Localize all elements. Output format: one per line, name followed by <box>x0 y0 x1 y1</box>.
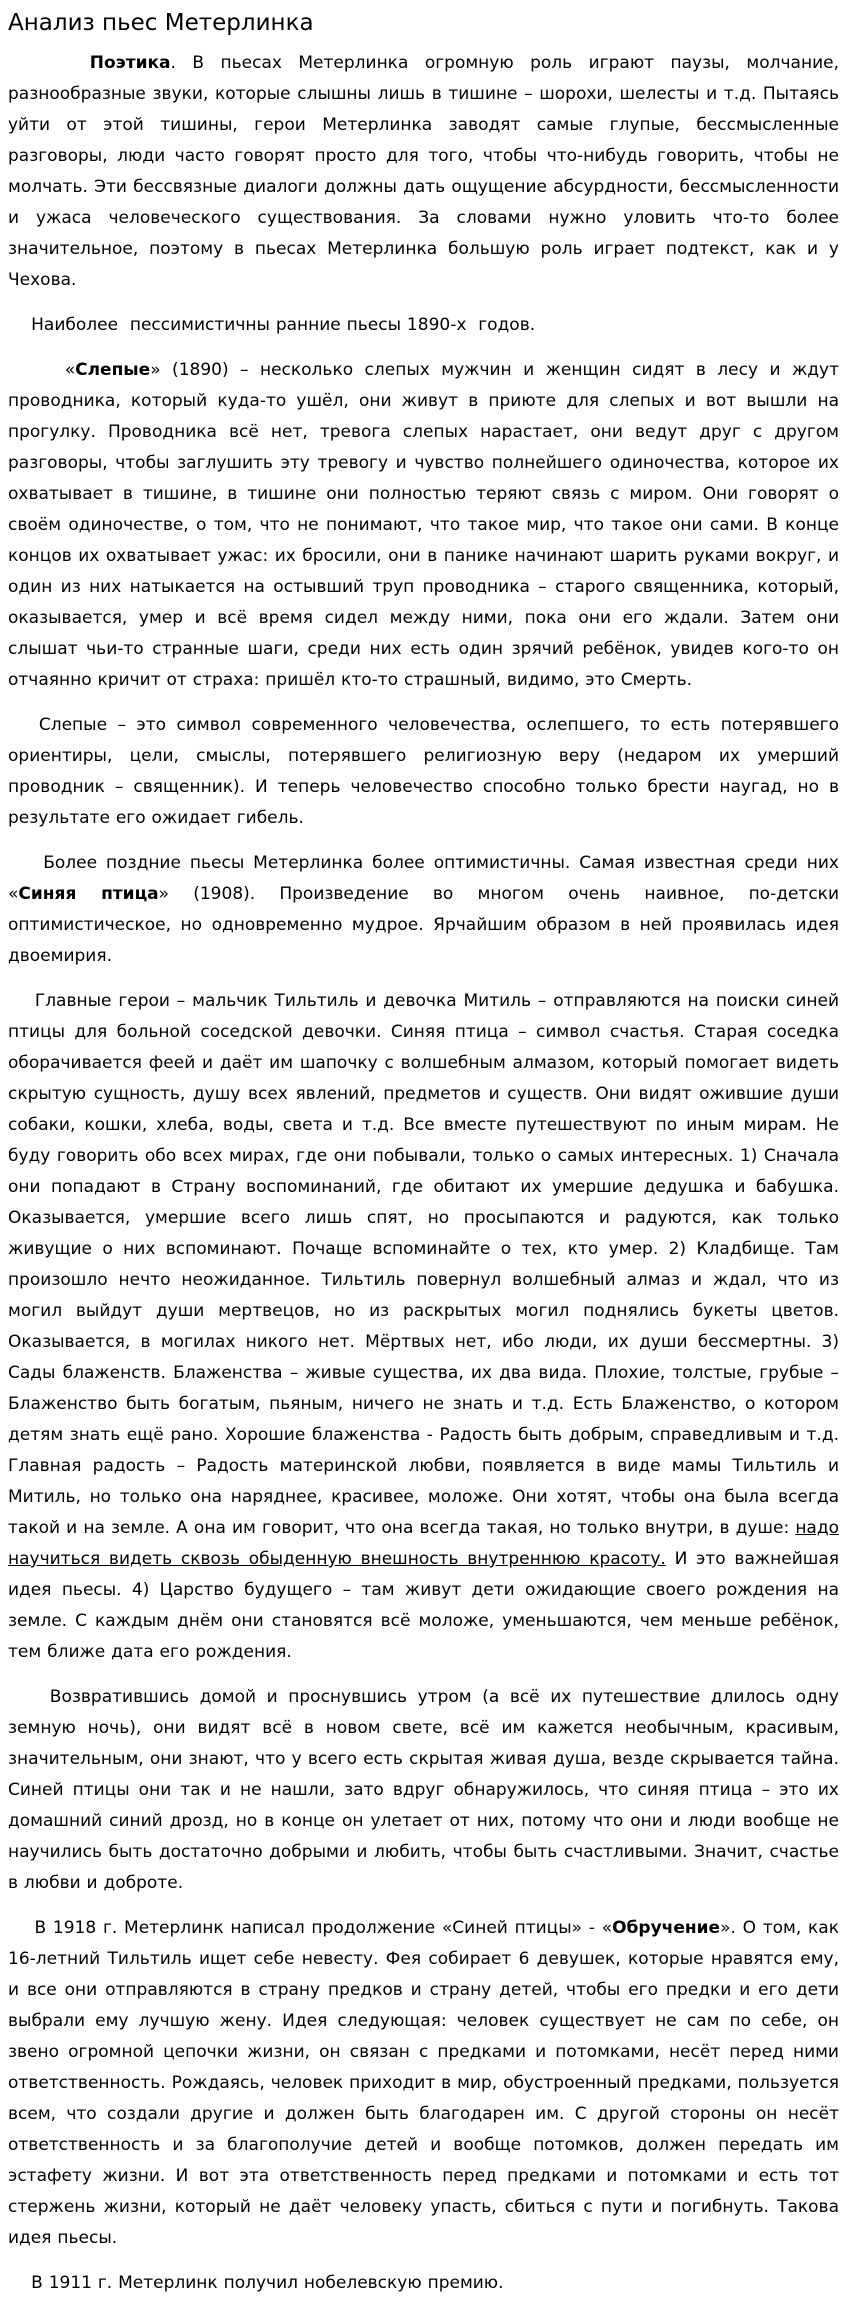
term-betrothal: Обручение <box>612 1918 721 1938</box>
indent <box>8 1918 35 1938</box>
indent <box>8 315 31 335</box>
underlined-idea: надо научиться видеть сквозь обыденную внешность внутреннюю красоту. <box>8 1518 839 1569</box>
term-poetics: Поэтика <box>89 53 171 73</box>
indent <box>8 53 90 73</box>
indent <box>8 853 43 873</box>
term-the-blind: Слепые <box>75 360 151 380</box>
paragraph-early-plays <box>8 310 839 341</box>
document <box>8 8 839 2299</box>
indent: « <box>8 360 76 380</box>
paragraph-betrothal <box>8 1913 839 2254</box>
paragraph-text: ». О том, как 16-летний Тильтиль ищет себе невесту. Фея собирает 6 девушек, которые нравятся ему, и все они отправляются в страну предков и страну детей, чтобы его предки и его дети выбрали ему лучшую жену. Идея следующая: человек существует не сам по себе, он звено огромной цепочки жизни, он связан с предками и потомками, несёт перед ними ответственность. Рождаясь, человек приходит в мир, обустроенный предками, пользуется всем, что создали другие и должен быть благодарен им. С другой стороны он несёт ответственность и за благополучие детей и вообще потомков, должен передать им эстафету жизни. И вот эта ответственность перед предками и потомками и есть тот стержень жизни, который не даёт человеку упасть, сбиться с пути и погибнуть. Такова идея пьесы. <box>8 1918 839 2248</box>
paragraph-poetics <box>8 48 839 296</box>
paragraph-the-blind <box>8 355 839 696</box>
paragraph-text: Возвратившись домой и проснувшись утром (а всё их путешествие длилось одну земную ночь), они видят всё в новом свете, всё им кажется необычным, красивым, значительным, они знают, что у всего есть скрытая живая душа, везде скрывается тайна. Синей птицы они так и не нашли, зато вдруг обнаружилось, что синяя птица – это их домашний синий дрозд, но в конце он улетает от них, потому что они и люди вообще не научились быть достаточно добрыми и любить, чтобы быть счастливыми. Значит, счастье в любви и доброте. <box>8 1687 839 1893</box>
paragraph-text: И это важнейшая идея пьесы. 4) Царство будущего – там живут дети ожидающие своего рождения на земле. С каждым днём они становятся всё моложе, уменьшаются, чем меньше ребёнок, тем ближе дата его рождения. <box>8 1549 839 1662</box>
paragraph-text: Слепые – это символ современного человечества, ослепшего, то есть потерявшего ориентиры, цели, смыслы, потерявшего религиозную веру (недаром их умерший проводник – священник). И теперь человечество способно только брести наугад, но в результате его ожидает гибель. <box>8 715 839 828</box>
paragraph-text: » (1890) – несколько слепых мужчин и женщин сидят в лесу и ждут проводника, который куда-то ушёл, они живут в приюте для слепых и вот вышли на прогулку. Проводника всё нет, тревога слепых нарастает, они ведут друг с другом разговоры, чтобы заглушить эту тревогу и чувство полнейшего одиночества, которое их охватывает в тишине, в тишине они полностью теряют связь с миром. Они говорят о своём одиночестве, о том, что не понимают, что такое мир, что такое они сами. В конце концов их охватывает ужас: их бросили, они в панике начинают шарить руками вокруг, и один из них натыкается на остывший труп проводника – старого священника, который, оказывается, умер и всё время сидел между ними, пока они его ждали. Затем они слышат чьи-то странные шаги, среди них есть один зрячий ребёнок, увидев кого-то он отчаянно кричит от страха: пришёл кто-то страшный, видимо, это Смерть. <box>8 360 839 690</box>
paragraph-text: Более поздние пьесы Метерлинка более оптимистичны. Самая известная среди них « <box>8 853 839 904</box>
paragraph-text: Главные герои – мальчик Тильтиль и девочка Митиль – отправляются на поиски синей птицы для больной соседской девочки. Синяя птица – символ счастья. Старая соседка оборачивается феей и даёт им шапочку с волшебным алмазом, который помогает видеть скрытую сущность, душу всех явлений, предметов и существ. Они видят ожившие души собаки, кошки, хлеба, воды, света и т.д. Все вместе путешествуют по иным мирам. Не буду говорить обо всех мирах, где они побывали, только о самых интересных. 1) Сначала они попадают в Страну воспоминаний, где обитают их умершие дедушка и бабушка. Оказывается, умершие всего лишь спят, но просыпаются и радуются, как только живущие о них вспоминают. Почаще вспоминайте о тех, кто умер. 2) Кладбище. Там произошло нечто неожиданное. Тильтиль повернул волшебный алмаз и ждал, что из могил выйдут души мертвецов, но из раскрытых могил поднялись букеты цветов. Оказывается, в могилах никого нет. Мёртвых нет, ибо люди, их души бессмертны. 3) Сады блаженств. Блаженства – живые существа, их два вида. Плохие, толстые, грубые – Блаженство быть богатым, пьяным, ничего не знать и т.д. Есть Блаженство, о котором детям знать ещё рано. Хорошие блаженства - Радость быть добрым, справедливым и т.д. Главная радость – Радость материнской любви, появляется в виде мамы Тильтиль и Митиль, но только она наряднее, красивее, моложе. Они хотят, чтобы она была всегда такой и на земле. А она им говорит, что она всегда такая, но только внутри, в душе: <box>8 991 839 1538</box>
indent <box>8 1687 50 1707</box>
indent <box>8 991 35 1011</box>
paragraph-text: . В пьесах Метерлинка огромную роль играют паузы, молчание, разнообразные звуки, которые слышны лишь в тишине – шорохи, шелесты и т.д. Пытаясь уйти от этой тишины, герои Метерлинка заводят самые глупые, бессмысленные разговоры, люди часто говорят просто для того, чтобы что-нибудь говорить, чтобы не молчать. Эти бессвязные диалоги должны дать ощущение абсурдности, бессмысленности и ужаса человеческого существования. За словами нужно уловить что-то более значительное, поэтому в пьесах Метерлинка большую роль играет подтекст, как и у Чехова. <box>8 53 839 290</box>
paragraph-text: » (1908). Произведение во многом очень наивное, по-детски оптимистическое, но одновременно мудрое. Ярчайшим образом в ней проявилась идея двоемирия. <box>8 884 839 966</box>
paragraph-nobel <box>8 2268 839 2299</box>
paragraph-blind-symbol <box>8 710 839 834</box>
paragraph-text: Наиболее пессимистичны ранние пьесы 1890-х годов. <box>31 315 536 335</box>
paragraph-return-home <box>8 1682 839 1899</box>
paragraph-later-plays <box>8 848 839 972</box>
page-title: Анализ пьес Метерлинка <box>8 10 314 36</box>
paragraph-text: В 1911 г. Метерлинк получил нобелевскую премию. <box>31 2273 504 2293</box>
term-blue-bird: Синяя птица <box>18 884 159 904</box>
paragraph-text: В 1918 г. Метерлинк написал продолжение «Синей птицы» - « <box>34 1918 613 1938</box>
indent <box>8 2273 31 2293</box>
paragraph-main-heroes <box>8 986 839 1668</box>
indent <box>8 715 39 735</box>
